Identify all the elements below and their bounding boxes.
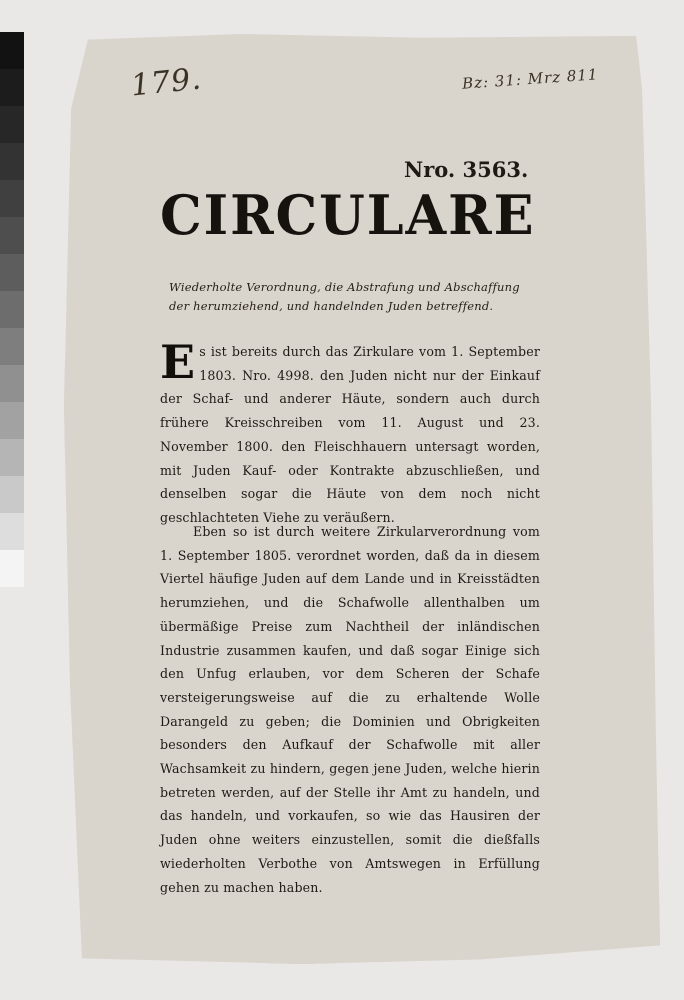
handwritten-note: Bz: 31: Mrz 811 <box>461 65 599 93</box>
document-subject: Wiederholte Verordnung, die Abstrafung und Abschaffung der herumziehend, und handelnden Juden betreffend. <box>169 280 520 313</box>
drop-cap: E <box>160 335 196 389</box>
document-number: Nro. 3563. <box>404 157 529 182</box>
paragraph-1-text: s ist bereits durch das Zirkulare vom 1. September 1803. Nro. 4998. den Juden nicht nur der Einkauf der Schaf- und anderer Häute, sondern auch durch frühere Kreisschreiben vom 11. August und 23. November 1800. den Fleischhauern untersagt worden, mit Juden Kauf- oder Kontrakte abzuschließen, und denselben sogar die Häute von dem noch nicht geschlachteten Viehe zu veräußern. <box>160 344 540 525</box>
paragraph-1 <box>160 335 540 530</box>
handwritten-number: 179. <box>129 61 204 104</box>
paragraph-2: Eben so ist durch weitere Zirkularverordnung vom 1. September 1805. verordnet worden, daß da in diesem Viertel häufige Juden auf dem Lande und in Kreisstädten herumziehen, und die Schafwolle allenthalben um übermäßige Preise zum Nachtheil der inländischen Industrie zusammen kaufen, und daß sogar Einige sich den Unfug erlauben, vor dem Scheren der Schafe versteigerungsweise auf die zu erhaltende Wolle Darangeld zu geben; die Dominien und Obrigkeiten besonders den Aufkauf der Schafwolle mit aller Wachsamkeit zu hindern, gegen jene Juden, welche hierin betreten werden, auf der Stelle ihr Amt zu handeln, und das handeln, und vorkaufen, so wie das Hausiren der Juden ohne weiters einzustellen, somit die dießfalls wiederholten Verbothe von Amtswegen in Erfüllung gehen zu machen haben. <box>160 524 540 895</box>
grey-scale-strip <box>0 32 24 587</box>
document-title: CIRCULARE <box>160 183 536 247</box>
